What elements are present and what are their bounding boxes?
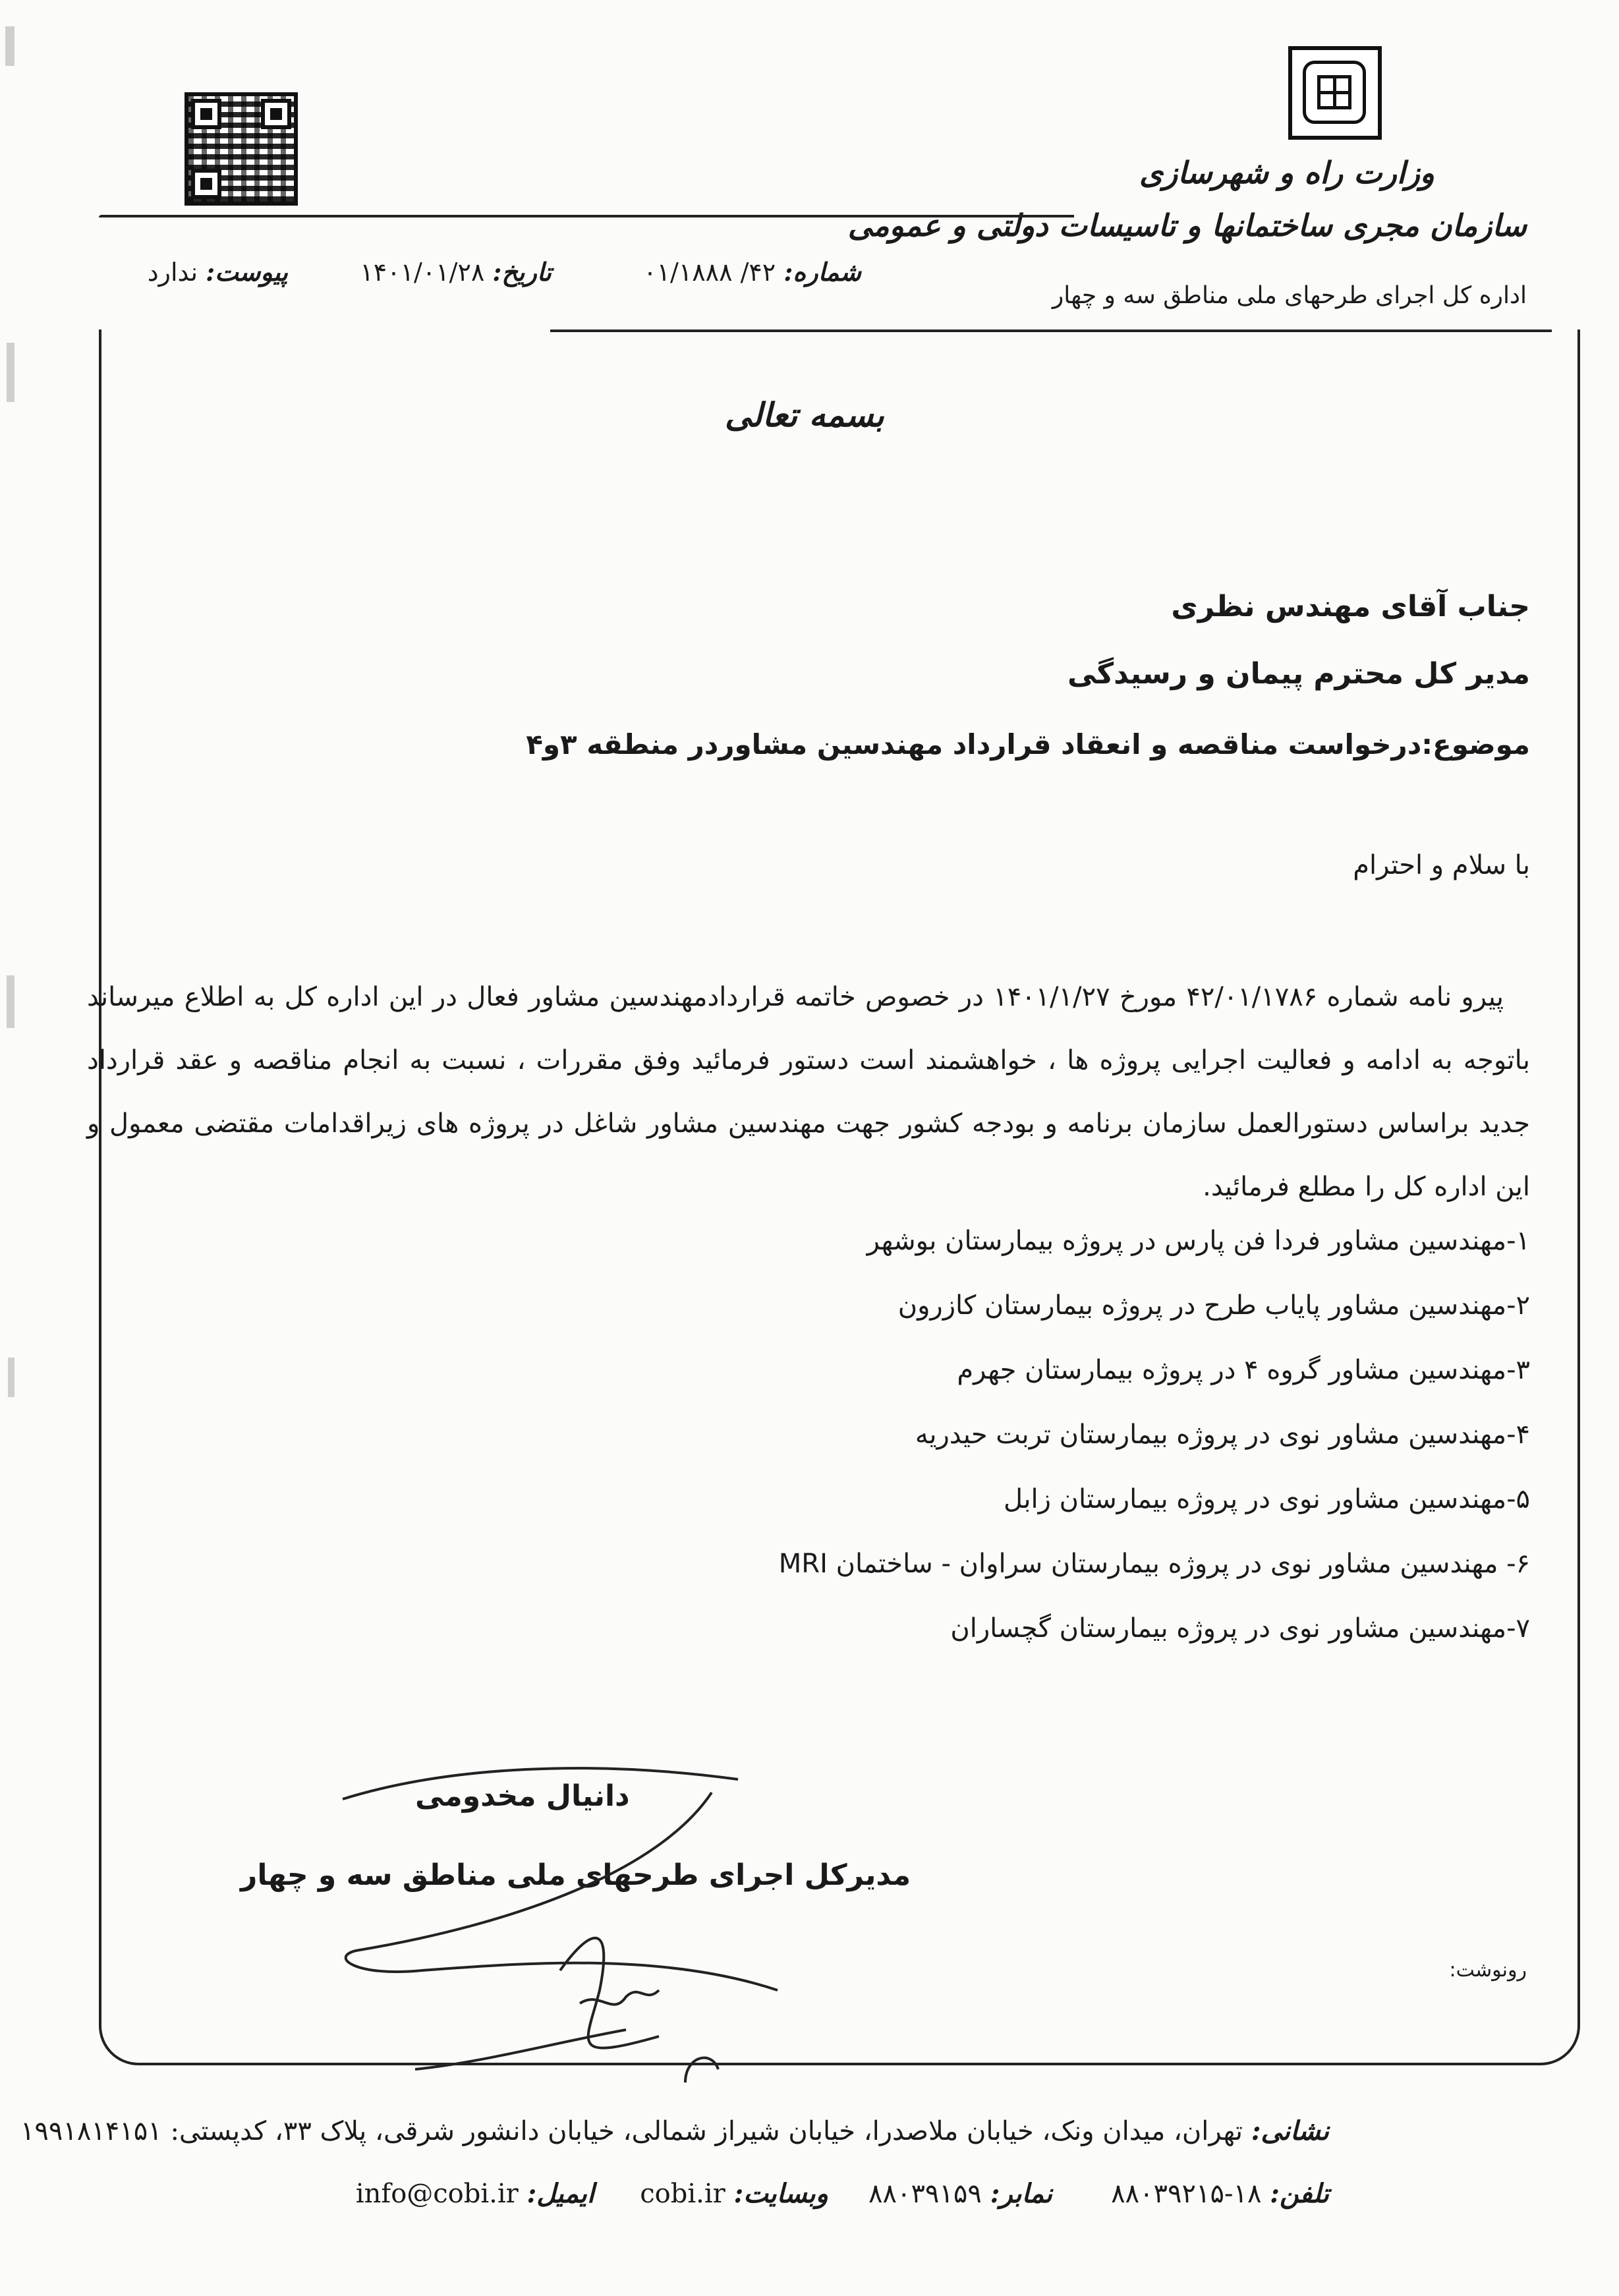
footer-phone: [1111, 2178, 1329, 2209]
qr-finder: [191, 99, 221, 129]
organization-name: سازمان مجری ساختمانها و تاسیسات دولتی و عمومی: [847, 208, 1527, 243]
fax-value: ۸۸۰۳۹۱۵۹: [868, 2179, 982, 2209]
ministry-logo: [1288, 46, 1382, 140]
phone-value: ۱۸-۸۸۰۳۹۲۱۵: [1111, 2179, 1262, 2209]
logo-window: [1317, 75, 1351, 109]
qr-finder: [261, 99, 291, 129]
email-label: ایمیل:: [526, 2178, 594, 2209]
scan-mark: [7, 343, 14, 402]
salutation: بسمه تعالی: [725, 395, 884, 434]
signatory-title: مدیرکل اجرای طرحهای ملی مناطق سه و چهار: [241, 1858, 911, 1892]
list-item: ۳-مهندسین مشاور گروه ۴ در پروژه بیمارستان جهرم: [957, 1355, 1530, 1385]
website-label: وبسایت:: [733, 2178, 828, 2209]
scan-mark: [7, 975, 14, 1028]
subject: موضوع:درخواست مناقصه و انعقاد قرارداد مهندسین مشاوردر منطقه ۳و۴: [526, 728, 1530, 761]
footer-email: [356, 2178, 594, 2209]
date-value: ۱۴۰۱/۰۱/۲۸: [360, 258, 485, 287]
attachment-value: ندارد: [147, 258, 198, 287]
address-value: تهران، میدان ونک، خیابان ملاصدرا، خیابان شیراز شمالی، خیابان دانشور شرقی، پلاک ۳۳، کدپستی: ۱۹۹۱۸۱۴۱۵۱: [20, 2116, 1243, 2146]
list-item: ۴-مهندسین مشاور نوی در پروژه بیمارستان تربت حیدریه: [915, 1420, 1530, 1450]
scan-mark: [5, 26, 14, 66]
signatory-name: دانیال مخدومی: [415, 1779, 630, 1813]
cc-label: رونوشت:: [1449, 1959, 1527, 1982]
number-value: ۴۲/ ۰۱/۱۸۸۸: [643, 258, 776, 287]
email-value[interactable]: info@cobi.ir: [355, 2179, 519, 2209]
handwritten-signature: [316, 1753, 791, 2096]
greeting: با سلام و احترام: [1353, 850, 1530, 880]
fax-label: نمابر:: [990, 2178, 1052, 2209]
website-value[interactable]: cobi.ir: [640, 2179, 725, 2209]
phone-label: تلفن:: [1270, 2178, 1329, 2209]
qr-finder: [191, 169, 221, 199]
letter-number: [643, 257, 861, 287]
footer-address: [20, 2115, 1329, 2146]
footer-website: [640, 2178, 828, 2209]
list-item: ۷-مهندسین مشاور نوی در پروژه بیمارستان گچساران: [950, 1613, 1530, 1644]
list-item: ۶- مهندسین مشاور نوی در پروژه بیمارستان سراوان - ساختمان MRI: [778, 1549, 1530, 1579]
date-label: تاریخ:: [492, 257, 552, 287]
qr-code: [185, 92, 298, 206]
number-label: شماره:: [783, 257, 861, 287]
address-label: نشانی:: [1251, 2115, 1329, 2146]
recipient-name: جناب آقای مهندس نظری: [1171, 590, 1530, 623]
letter-date: [360, 257, 552, 287]
department-name: اداره کل اجرای طرحهای ملی مناطق سه و چهار: [1052, 282, 1527, 309]
ministry-name: وزارت راه و شهرسازی: [1139, 155, 1434, 190]
scan-mark: [8, 1358, 14, 1397]
recipient-title: مدیر کل محترم پیمان و رسیدگی: [1067, 657, 1530, 691]
letter-attachment: [148, 257, 288, 287]
attachment-label: پیوست:: [206, 257, 288, 287]
list-item: ۵-مهندسین مشاور نوی در پروژه بیمارستان زابل: [1004, 1484, 1530, 1514]
body-paragraph: پیرو نامه شماره ۴۲/۰۱/۱۷۸۶ مورخ ۱۴۰۱/۱/۲۷ در خصوص خاتمه قراردادمهندسین مشاور فعال در این اداره کل به اطلاع میرساند باتوجه به ادامه و فعالیت اجرایی پروژه ها ، خواهشمند است دستور فرمائید وفق مقررات ، نسبت به انجام مناقصه و عقد قرارداد جدید براساس دستورالعمل سازمان برنامه و بودجه کشور جهت مهندسین مشاور شاغل در پروژه های زیراقدامات مقتضی معمول و این اداره کل را مطلع فرمائید.: [87, 982, 1530, 1202]
header-rule: [99, 215, 1074, 217]
list-item: ۱-مهندسین مشاور فردا فن پارس در پروژه بیمارستان بوشهر: [866, 1226, 1530, 1256]
list-item: ۲-مهندسین مشاور پایاب طرح در پروژه بیمارستان کازرون: [897, 1290, 1530, 1321]
footer-fax: [868, 2178, 1052, 2209]
